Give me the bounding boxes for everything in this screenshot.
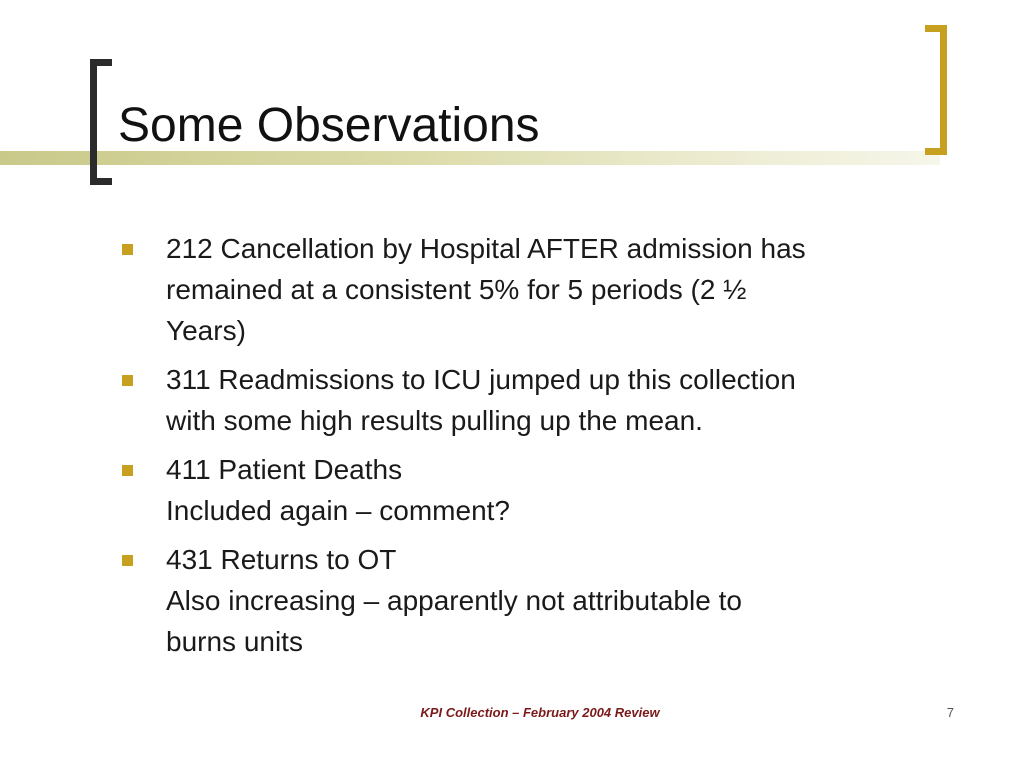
bullet-line: Years) [166, 315, 246, 346]
square-bullet-icon [122, 555, 133, 566]
bullet-item [118, 449, 958, 531]
right-bracket-decoration [925, 25, 947, 155]
slide-number: 7 [946, 705, 954, 720]
bullet-line: 311 Readmissions to ICU jumped up this collection [166, 364, 796, 395]
bullet-line: 411 Patient Deaths [166, 454, 403, 485]
bullet-line: Included again – comment? [166, 495, 510, 526]
square-bullet-icon [122, 244, 133, 255]
title-band [0, 151, 940, 165]
bullet-line: 212 Cancellation by Hospital AFTER admission has [166, 233, 806, 264]
bullet-line: burns units [166, 626, 303, 657]
footer-title: KPI Collection – February 2004 Review [420, 705, 660, 720]
bullet-line: remained at a consistent 5% for 5 periods (2 ½ [166, 274, 747, 305]
bullet-list [118, 228, 958, 670]
bullet-item [118, 539, 958, 662]
bullet-line: Also increasing – apparently not attributable to [166, 585, 742, 616]
bullet-item [118, 359, 958, 441]
slide-title: Some Observations [118, 99, 540, 152]
square-bullet-icon [122, 375, 133, 386]
bullet-item [118, 228, 958, 351]
square-bullet-icon [122, 465, 133, 476]
bullet-line: with some high results pulling up the mean. [166, 405, 703, 436]
bullet-line: 431 Returns to OT [166, 544, 397, 575]
left-bracket-decoration [90, 59, 112, 185]
